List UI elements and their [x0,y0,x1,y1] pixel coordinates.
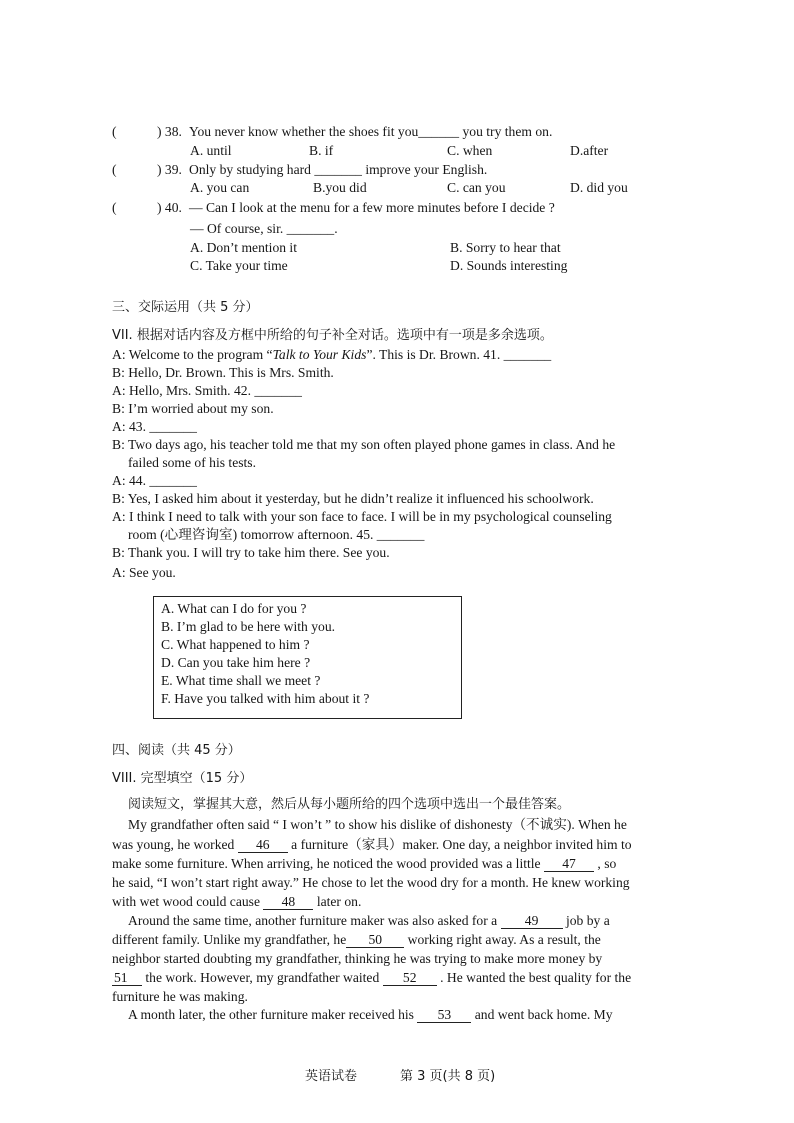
blank-51[interactable]: 51 [112,971,142,986]
q39-option-b: B.you did [313,180,367,195]
q40-stem: — Can I look at the menu for a few more minutes before I decide ? [189,200,555,215]
q38-stem: You never know whether the shoes fit you______ you try them on. [189,124,553,139]
dialogue-line-4: B: I’m worried about my son. [112,401,274,416]
q39-option-c: C. can you [447,180,506,195]
section4-title: 四、阅读（共 45 分） [112,743,241,758]
blank-52[interactable]: 52 [383,971,437,986]
q40-paren: ( [112,200,117,215]
p1-line-2: was young, he worked 46 a furniture（家具）maker. One day, a neighbor invited him to [112,837,632,852]
blank-50[interactable]: 50 [346,933,404,948]
section3-instruction: VII. 根据对话内容及方框中所给的句子补全对话。选项中有一项是多余选项。 [112,328,553,343]
q38-option-d: D.after [570,143,609,158]
dialogue-line-10: A: I think I need to talk with your son face to face. I will be in my psychological counseling [112,509,612,524]
dialogue-line-7: failed some of his tests. [128,455,256,470]
p3-line-1: A month later, the other furniture maker received his 53 and went back home. My [128,1007,613,1022]
option-d: D. Can you take him here ? [161,655,311,670]
p1-line-5: with wet wood could cause 48 later on. [112,894,362,909]
blank-49[interactable]: 49 [501,914,563,929]
section3-title: 三、交际运用（共 5 分） [112,300,259,315]
dialogue-line-13: A: See you. [112,565,176,580]
q40-option-d: D. Sounds interesting [450,258,568,273]
p2-line-4: 51 the work. However, my grandfather waited 52 . He wanted the best quality for the [114,970,632,985]
q38-option-a: A. until [190,143,232,158]
dialogue-line-2: B: Hello, Dr. Brown. This is Mrs. Smith. [112,365,334,380]
options-box [153,596,462,719]
section4-subtitle: VIII. 完型填空（15 分） [112,771,253,786]
p2-line-2: different family. Unlike my grandfather, he 50 working right away. As a result, the [112,932,601,947]
dialogue-line-6: B: Two days ago, his teacher told me that my son often played phone games in class. And he [112,437,616,452]
dialogue-line-5: A: 43. _______ [112,419,197,434]
option-f: F. Have you talked with him about it ? [161,691,370,706]
option-c: C. What happened to him ? [161,637,310,652]
blank-48[interactable]: 48 [263,895,313,910]
p1-line-1: My grandfather often said “ I won’t ” to show his dislike of dishonesty（不诚实). When he [128,817,627,832]
p1-line-4: he said, “I won’t start right away.” He chose to let the wood dry for a month. He knew working [112,875,630,890]
dialogue-line-11: room (心理咨询室) tomorrow afternoon. 45. _______ [128,527,425,542]
p2-line-3: neighbor started doubting my grandfather, thinking he was trying to make more money by [112,951,603,966]
q38-paren: ( [112,124,117,139]
dialogue-line-3: A: Hello, Mrs. Smith. 42. _______ [112,383,302,398]
footer-page-number: 第 3 页(共 8 页) [400,1069,496,1084]
q38-option-b: B. if [309,143,334,158]
option-b: B. I’m glad to be here with you. [161,619,336,634]
q39-option-d: D. did you [570,180,628,195]
blank-47[interactable]: 47 [544,857,594,872]
q38-option-c: C. when [447,143,493,158]
q40-option-a: A. Don’t mention it [190,240,297,255]
q40-option-c: C. Take your time [190,258,288,273]
dialogue-line-1: A: Welcome to the program “Talk to Your Kids”. This is Dr. Brown. 41. _______ [112,347,552,362]
p2-line-1: Around the same time, another furniture maker was also asked for a 49 job by a [128,913,610,928]
blank-53[interactable]: 53 [417,1008,471,1023]
section4-instruction: 阅读短文，掌握其大意，然后从每小题所给的四个选项中选出一个最佳答案。 [128,797,571,812]
q39-stem: Only by studying hard _______ improve your English. [189,162,488,177]
dialogue-line-9: B: Yes, I asked him about it yesterday, but he didn’t realize it influenced his schoolwork. [112,491,594,506]
q39-number: ) 39. [157,162,182,177]
option-e: E. What time shall we meet ? [161,673,321,688]
q40-stem-reply: — Of course, sir. _______. [190,221,338,236]
dialogue-line-8: A: 44. _______ [112,473,197,488]
q39-paren: ( [112,162,117,177]
option-a: A. What can I do for you ? [161,601,307,616]
q40-number: ) 40. [157,200,182,215]
blank-46[interactable]: 46 [238,838,288,853]
p2-line-5: furniture he was making. [112,989,248,1004]
p1-line-3: make some furniture. When arriving, he noticed the wood provided was a little 47 , so [112,856,617,871]
q40-option-b: B. Sorry to hear that [450,240,561,255]
q39-option-a: A. you can [190,180,250,195]
footer-subject: 英语试卷 [305,1069,358,1084]
q38-number: ) 38. [157,124,182,139]
dialogue-line-12: B: Thank you. I will try to take him there. See you. [112,545,390,560]
